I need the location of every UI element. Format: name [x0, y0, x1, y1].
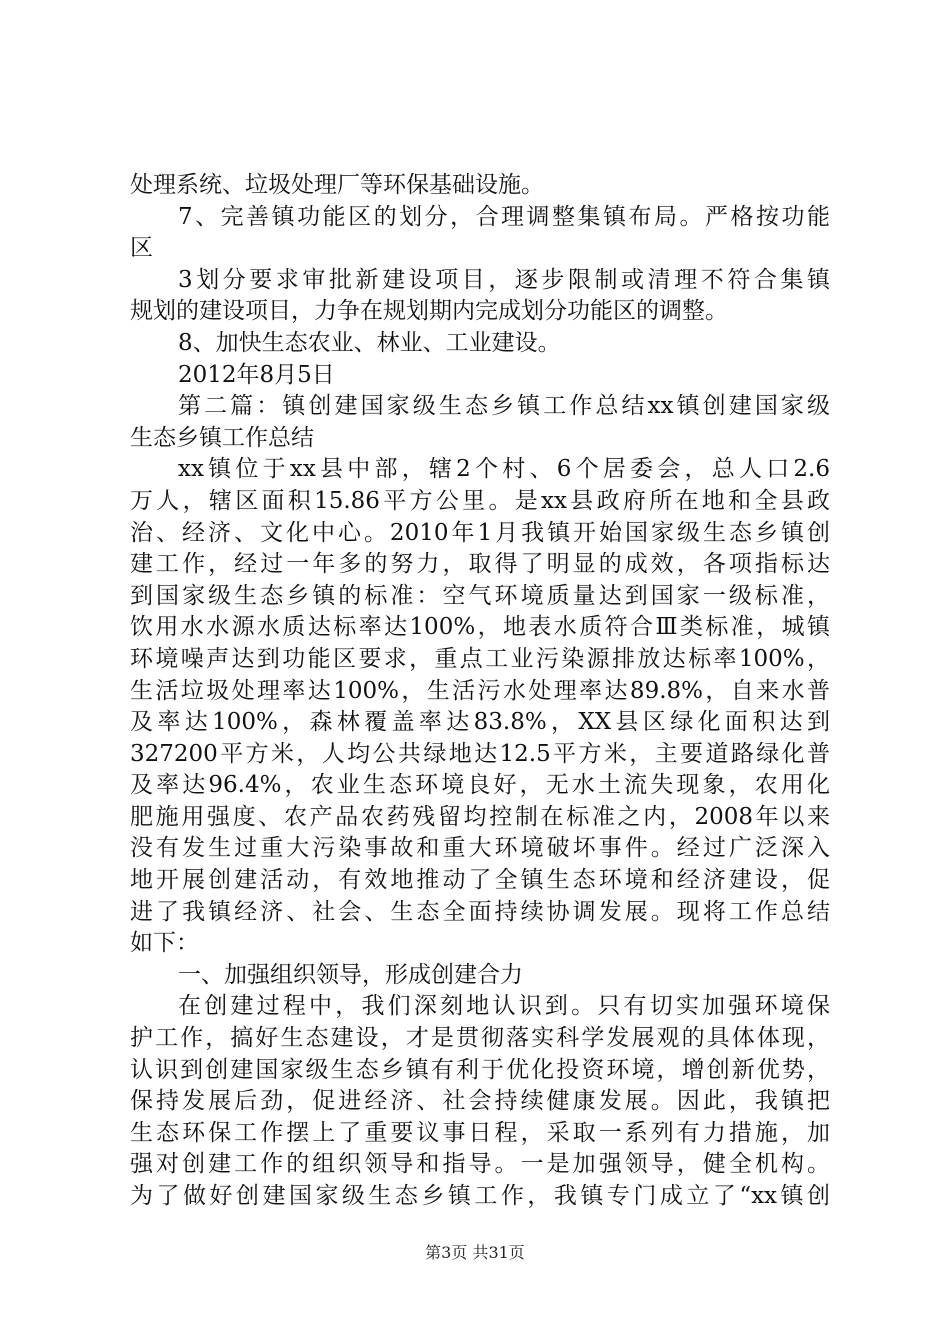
text-line: 8、加快生态农业、林业、工业建设。 — [178, 329, 561, 356]
text-line: 建工作，经过一年多的努力，取得了明显的成效，各项指标达 — [130, 551, 830, 578]
text-line: 地开展创建活动，有效地推动了全镇生态环境和经济建设，促 — [130, 867, 830, 894]
text-line: 如下： — [130, 930, 199, 957]
section-title-line: 第二篇：镇创建国家级生态乡镇工作总结xx镇创建国家级 — [178, 393, 830, 420]
document-body — [130, 170, 830, 1213]
text-line: 认识到创建国家级生态乡镇有利于优化投资环境，增创新优势， — [130, 1056, 830, 1083]
text-line: 治、经济、文化中心。2010年1月我镇开始国家级生态乡镇创 — [130, 519, 830, 546]
text-line: xx镇位于xx县中部，辖2个村、6个居委会，总人口2.6 — [178, 456, 830, 483]
text-line: 万人，辖区面积15.86平方公里。是xx县政府所在地和全县政 — [130, 487, 830, 514]
text-line: 及率达100%，森林覆盖率达83.8%，XX县区绿化面积达到 — [130, 709, 830, 736]
text-line: 到国家级生态乡镇的标准：空气环境质量达到国家一级标准， — [130, 582, 830, 609]
text-line: 区 — [130, 235, 153, 262]
section-title-line: 生态乡镇工作总结 — [130, 424, 314, 451]
text-line: 护工作，搞好生态建设，才是贯彻落实科学发展观的具体体现， — [130, 1025, 830, 1052]
text-line: 为了做好创建国家级生态乡镇工作，我镇专门成立了“xx镇创 — [130, 1183, 830, 1209]
text-line: 规划的建设项目，力争在规划期内完成划分功能区的调整。 — [130, 298, 728, 325]
date-line: 2012年8月5日 — [178, 361, 335, 388]
text-line: 进了我镇经济、社会、生态全面持续协调发展。现将工作总结 — [130, 898, 830, 925]
text-line: 保持发展后劲，促进经济、社会持续健康发展。因此，我镇把 — [130, 1088, 830, 1115]
text-line: 及率达96.4%，农业生态环境良好，无水土流失现象，农用化 — [130, 772, 830, 799]
text-line: 处理系统、垃圾处理厂等环保基础设施。 — [130, 172, 544, 198]
page-number-footer: 第3页 共31页 — [425, 1243, 525, 1262]
text-line: 生态环保工作摆上了重要议事日程，采取一系列有力措施，加 — [130, 1119, 830, 1146]
text-line: 肥施用强度、农产品农药残留均控制在标准之内，2008年以来 — [130, 803, 830, 830]
heading-line: 一、加强组织领导，形成创建合力 — [178, 961, 523, 988]
text-line: 327200平方米，人均公共绿地达12.5平方米，主要道路绿化普 — [130, 740, 830, 767]
text-line: 没有发生过重大污染事故和重大环境破坏事件。经过广泛深入 — [130, 835, 830, 862]
text-line: 环境噪声达到功能区要求，重点工业污染源排放达标率100%， — [130, 645, 830, 672]
text-line: 在创建过程中，我们深刻地认识到。只有切实加强环境保 — [178, 993, 830, 1020]
text-line: 强对创建工作的组织领导和指导。一是加强领导，健全机构。 — [130, 1151, 830, 1178]
text-line: 生活垃圾处理率达100%，生活污水处理率达89.8%，自来水普 — [130, 677, 830, 704]
text-line: 饮用水水源水质达标率达100%，地表水质符合Ⅲ类标准，城镇 — [130, 614, 830, 641]
text-line: 3划分要求审批新建设项目，逐步限制或清理不符合集镇 — [178, 266, 830, 293]
text-line: 7、完善镇功能区的划分，合理调整集镇布局。严格按功能 — [178, 203, 830, 230]
